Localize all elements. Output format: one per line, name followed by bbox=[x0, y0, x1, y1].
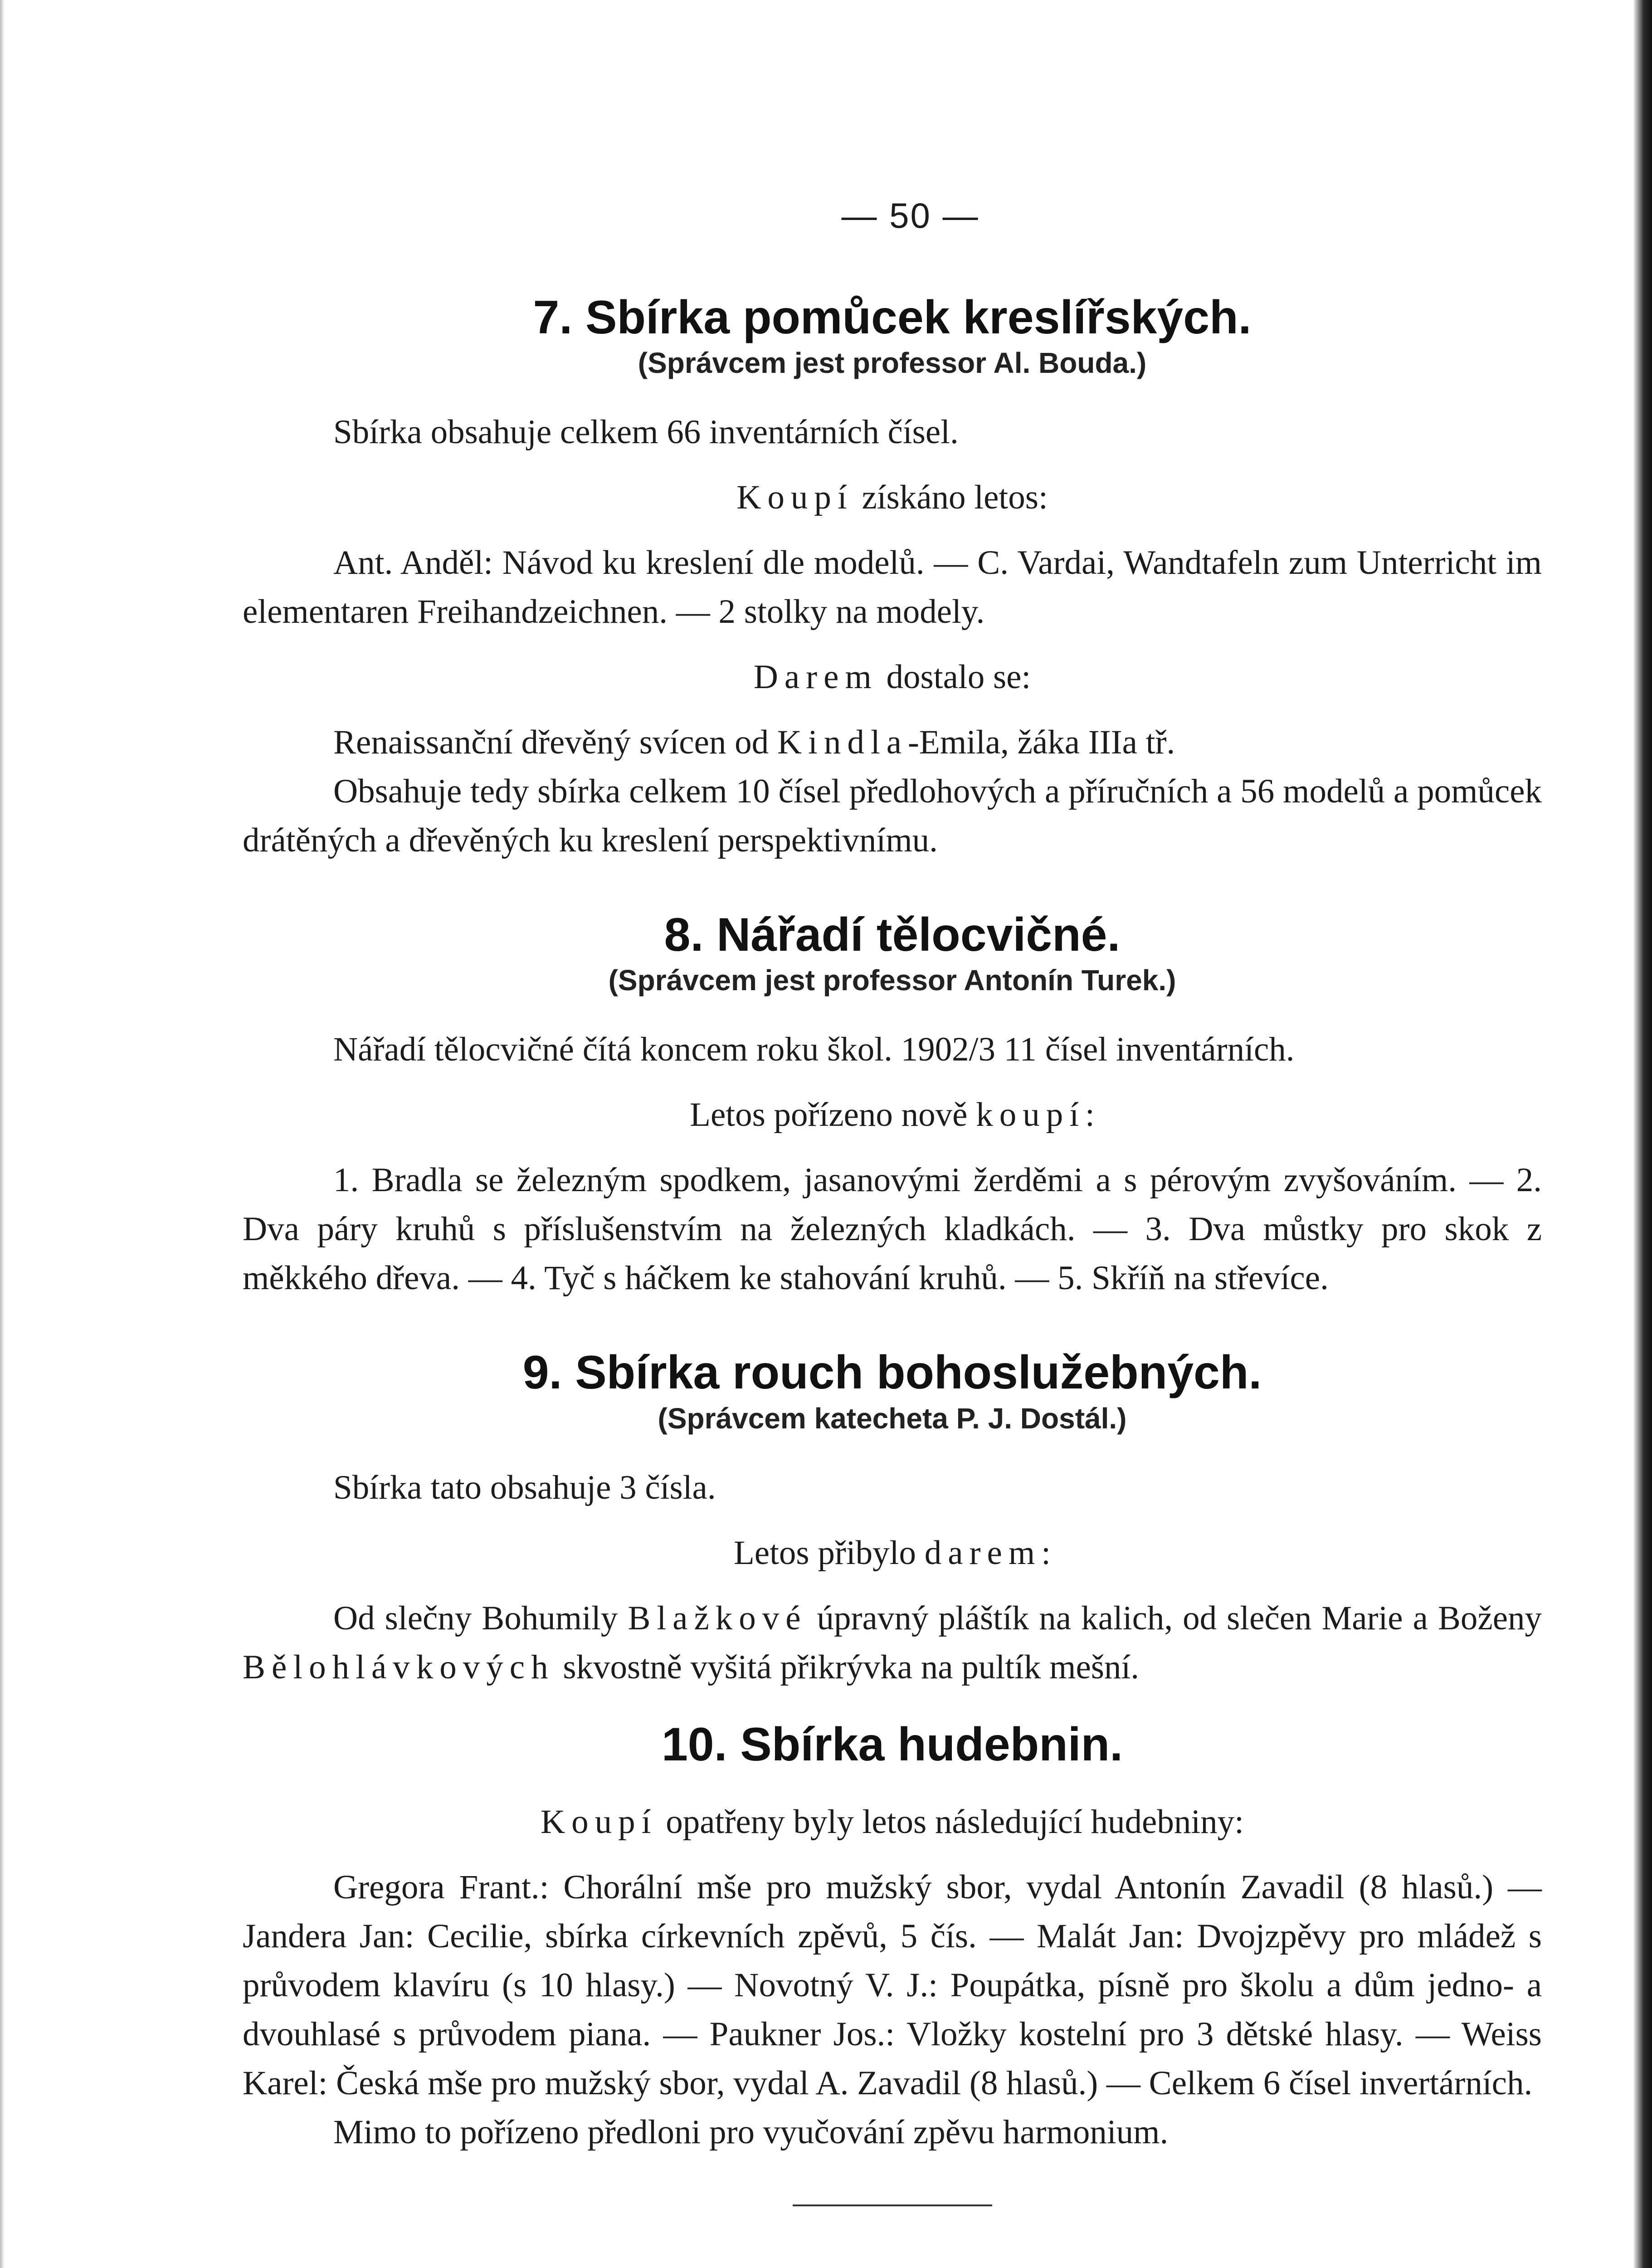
section-8-title: 8. Nářadí tělocvičné. bbox=[664, 909, 1121, 962]
section-7-purchase-heading: Koupí získáno letos: bbox=[736, 479, 1048, 517]
section-8 bbox=[243, 910, 1542, 1303]
section-8-purchases: 1. Bradla se železným spodkem, jasanovými žerděmi a s pérovým zvyšováním. — 2. Dva páry kruhů s příslušenstvím na železných kladkách. — 3. Dva můstky pro skok z měkkého dřeva. — 4. Tyč s háčkem ke stahování kruhů. — 5. Skříň na střevíce. bbox=[243, 1161, 1542, 1297]
section-7-inventory: Sbírka obsahuje celkem 66 inventárních čísel. bbox=[333, 413, 959, 451]
section-8-admin: (Správcem jest professor Antonín Turek.) bbox=[608, 964, 1176, 997]
section-10 bbox=[243, 1720, 1542, 2157]
scan-right-edge bbox=[1634, 0, 1652, 2268]
section-7-gift-heading: Darem dostalo se: bbox=[753, 658, 1031, 696]
section-9-gifts: Od slečny Bohumily Blažkové úpravný pláštík na kalich, od slečen Marie a Boženy Bělohlávkových skvostně vyšitá přikrývka na pultík mešní. bbox=[243, 1599, 1542, 1686]
section-9-inventory: Sbírka tato obsahuje 3 čísla. bbox=[333, 1468, 716, 1506]
page-content bbox=[243, 195, 1542, 2206]
section-8-inventory: Nářadí tělocvičné čítá koncem roku škol. 1902/3 11 čísel inventárních. bbox=[333, 1031, 1295, 1069]
section-9-admin: (Správcem katecheta P. J. Dostál.) bbox=[658, 1402, 1127, 1435]
section-9-gift-heading: Letos přibylo darem: bbox=[733, 1534, 1051, 1572]
section-7-summary: Obsahuje tedy sbírka celkem 10 čísel předlohových a příručních a 56 modelů a pomůcek drátěných a dřevěných ku kreslení perspektivnímu. bbox=[243, 772, 1542, 860]
section-7-title: 7. Sbírka pomůcek kreslířských. bbox=[533, 291, 1252, 344]
section-8-purchase-heading: Letos pořízeno nově koupí: bbox=[690, 1096, 1095, 1134]
section-9 bbox=[243, 1348, 1542, 1691]
section-7 bbox=[243, 293, 1542, 865]
section-10-title: 10. Sbírka hudebnin. bbox=[661, 1718, 1123, 1771]
section-7-purchases: Ant. Anděl: Návod ku kreslení dle modelů. — C. Vardai, Wandtafeln zum Unterricht im elementaren Freihandzeichnen. — 2 stolky na modely. bbox=[243, 544, 1542, 631]
section-10-purchase-heading: Koupí opatřeny byly letos následující hudebniny: bbox=[541, 1803, 1244, 1841]
section-7-gift: Renaissanční dřevěný svícen od Kindla-Emila, žáka IIIa tř. bbox=[333, 723, 1175, 762]
section-9-title: 9. Sbírka rouch bohoslužebných. bbox=[522, 1346, 1262, 1399]
scan-left-edge bbox=[0, 0, 5, 2268]
section-7-admin: (Správcem jest professor Al. Bouda.) bbox=[638, 347, 1147, 380]
page-number: — 50 — bbox=[841, 196, 980, 235]
section-10-purchases: Gregora Frant.: Chorální mše pro mužský sbor, vydal Antonín Zavadil (8 hlasů.) — Jandera Jan: Cecilie, sbírka církevních zpěvů, 5 čís. — Malát Jan: Dvojzpěvy pro mládež s průvodem klavíru (s 10 hlasy.) — Novotný V. J.: Poupátka, písně pro školu a dům jedno- a dvouhlasé s průvodem piana. — Paukner Jos.: Vložky kostelní pro 3 dětské hlasy. — Weiss Karel: Česká mše pro mužský sbor, vydal A. Zavadil (8 hlasů.) — Celkem 6 čísel invertárních. bbox=[243, 1868, 1542, 2102]
section-10-harmonium: Mimo to pořízeno předloni pro vyučování zpěvu harmonium. bbox=[333, 2113, 1169, 2151]
closing-rule bbox=[793, 2204, 992, 2206]
